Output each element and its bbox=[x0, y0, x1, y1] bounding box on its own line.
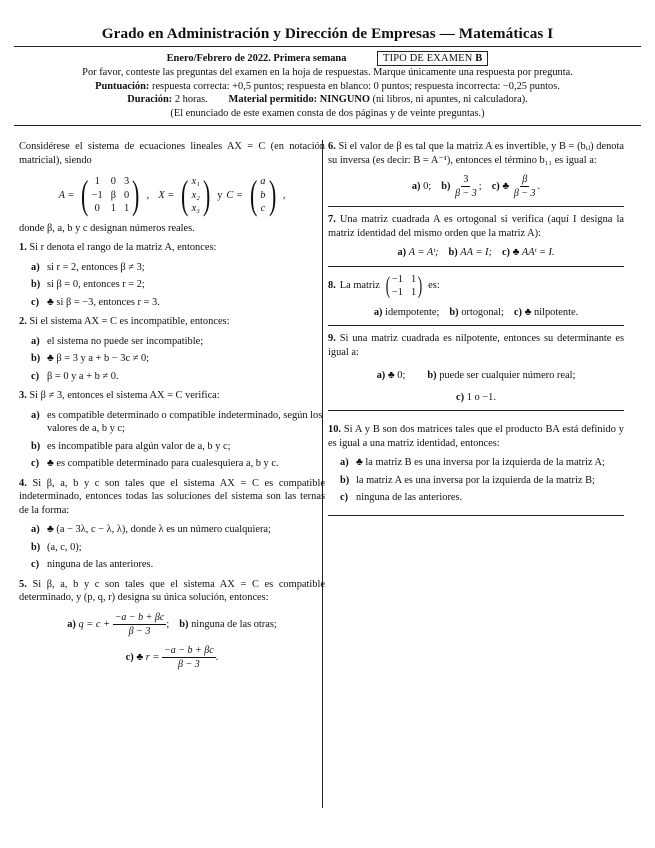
option-b bbox=[441, 173, 481, 200]
option-text: 0; bbox=[423, 180, 432, 192]
fraction bbox=[162, 644, 216, 671]
question-number: 6. bbox=[328, 141, 336, 152]
option-b bbox=[31, 278, 325, 292]
option-label: a) bbox=[31, 409, 40, 421]
option-suffix: . bbox=[537, 180, 541, 192]
exam-type-letter: B bbox=[475, 52, 483, 64]
options-row bbox=[328, 306, 624, 320]
matrix-cell: 1 bbox=[410, 287, 417, 299]
option-suffix: ; bbox=[478, 180, 482, 192]
question-4 bbox=[19, 477, 325, 572]
option-label: c) bbox=[125, 651, 134, 663]
matrix-cell: 0 bbox=[110, 176, 116, 188]
option-b bbox=[31, 352, 325, 366]
option-label: c) bbox=[31, 370, 40, 382]
option-c bbox=[456, 391, 496, 405]
question-number: 1. bbox=[19, 242, 27, 254]
option-c bbox=[31, 558, 325, 572]
fraction bbox=[512, 173, 538, 200]
matrix-cell: −1 bbox=[391, 287, 403, 299]
question-stem: Si el sistema AX = C es incompatible, entonces: bbox=[29, 316, 230, 328]
option-text: ♣ si β = −3, entonces r = 3. bbox=[47, 296, 160, 308]
option-label: a) bbox=[31, 261, 40, 273]
option-b bbox=[340, 474, 624, 488]
option-label: a) bbox=[31, 524, 40, 536]
option-b bbox=[179, 618, 277, 632]
options bbox=[31, 409, 325, 471]
matrix-c-label: C = bbox=[226, 189, 243, 201]
scoring-text: respuesta correcta: +0,5 puntos; respuesta en blanco: 0 puntos; respuesta incorrecta: −0,25 puntos. bbox=[151, 80, 560, 92]
fraction-denominator: β − 3 bbox=[128, 625, 151, 637]
matrix-cell: 1 bbox=[410, 273, 417, 285]
matrix-cell: x₁ bbox=[191, 176, 200, 188]
material-text: (ni libros, ni apuntes, ni calculadora). bbox=[372, 94, 528, 106]
option-text: ♣ la matriz B es una inversa por la izquierda de la matriz A; bbox=[356, 457, 605, 469]
option-label: c) bbox=[491, 180, 500, 192]
question-number: 10. bbox=[328, 424, 341, 436]
question-5 bbox=[19, 578, 325, 671]
option-text: es incompatible para algún valor de a, b y c; bbox=[47, 440, 231, 452]
option-a bbox=[374, 306, 440, 320]
option-text: si β = 0, entonces r = 2; bbox=[47, 279, 145, 291]
options-row bbox=[19, 611, 325, 638]
option-label: c) bbox=[31, 559, 40, 571]
option-text: 1 o −1. bbox=[466, 391, 496, 403]
question-stem: La matriz bbox=[339, 280, 380, 292]
option-label: a) bbox=[340, 457, 349, 469]
options-row bbox=[328, 173, 624, 200]
option-text: ninguna de las anteriores. bbox=[356, 492, 463, 504]
matrix-cell: β bbox=[110, 189, 117, 201]
question-9 bbox=[328, 332, 624, 411]
option-label: c) bbox=[31, 296, 40, 308]
option-label: b) bbox=[31, 279, 41, 291]
matrix-cell: −1 bbox=[91, 189, 103, 201]
question-7 bbox=[328, 213, 624, 267]
matrix-x: ( x₁ x₂ x₃ ) bbox=[181, 172, 211, 218]
matrix-x-label: X = bbox=[158, 189, 175, 201]
exam-type-box bbox=[377, 51, 488, 67]
fraction-numerator: β bbox=[522, 174, 528, 186]
matrix-cell: 1 bbox=[110, 203, 116, 215]
fraction bbox=[453, 173, 479, 200]
matrix-c: ( a b c ) bbox=[249, 172, 276, 218]
right-column bbox=[328, 140, 624, 522]
options bbox=[31, 335, 325, 384]
option-text: ortogonal; bbox=[461, 306, 504, 318]
question-columns bbox=[14, 140, 641, 810]
option-a bbox=[31, 335, 325, 349]
intro-text: Considérese el sistema de ecuaciones lineales AX = C (en notación matricial), siendo bbox=[19, 141, 325, 166]
option-label: c) bbox=[501, 247, 511, 259]
option-c bbox=[31, 457, 325, 471]
option-label: c) bbox=[340, 492, 349, 504]
question-number: 2. bbox=[19, 316, 27, 328]
matrix-cell: −1 bbox=[391, 273, 403, 285]
option-b bbox=[449, 306, 504, 320]
options-row bbox=[328, 369, 624, 383]
option-c bbox=[514, 306, 578, 320]
option-a bbox=[340, 456, 624, 470]
question-stem: Si β, a, b y c son tales que el sistema AX = C es compatible determinado, y (p, q, r) designa su única solución, entonces: bbox=[19, 578, 325, 604]
option-label: b) bbox=[31, 440, 41, 452]
option-label: a) bbox=[373, 306, 383, 318]
option-label: b) bbox=[427, 370, 437, 382]
matrix-a-label: A = bbox=[58, 189, 75, 201]
instructions: Por favor, conteste las preguntas del examen en la hoja de respuestas. Marque únicamente una respuesta por pregunta. bbox=[82, 67, 573, 79]
header-rule bbox=[14, 125, 641, 126]
question-number: 5. bbox=[19, 578, 27, 590]
matrix-cell: x₂ bbox=[191, 189, 200, 201]
option-text: q = c + bbox=[78, 618, 111, 630]
option-label: a) bbox=[31, 335, 40, 347]
option-b bbox=[427, 369, 575, 383]
question-number: 8. bbox=[328, 280, 336, 292]
option-text: (a, c, 0); bbox=[47, 541, 82, 553]
matrix-cell: b bbox=[260, 189, 266, 201]
question-1 bbox=[19, 241, 325, 309]
fraction-numerator: −a − b + βc bbox=[114, 611, 165, 623]
question-number: 3. bbox=[19, 390, 27, 402]
option-a bbox=[397, 246, 438, 260]
fraction bbox=[113, 611, 170, 638]
options-row bbox=[19, 644, 325, 671]
option-text: si r = 2, entonces β ≠ 3; bbox=[47, 261, 145, 273]
matrix-q8-cells bbox=[392, 273, 416, 300]
option-text: ♣ (a − 3λ, c − λ, λ), donde λ es un número cualquiera; bbox=[47, 524, 271, 536]
question-stem-suffix: es: bbox=[428, 280, 440, 292]
matrix-a: ( 1 0 3 −1 β 0 0 1 1 ) bbox=[81, 172, 140, 218]
option-text: AA = I; bbox=[460, 247, 492, 259]
duration-value: 2 horas. bbox=[174, 94, 208, 106]
option-label: a) bbox=[397, 247, 407, 259]
duration-line bbox=[14, 93, 641, 107]
left-column bbox=[19, 140, 325, 671]
option-a bbox=[31, 409, 325, 436]
option-c bbox=[502, 246, 555, 260]
option-label: c) bbox=[513, 306, 522, 318]
matrix-q8: ( −1 1 −1 1 ) bbox=[385, 273, 423, 300]
duration-label: Duración: bbox=[127, 94, 173, 106]
scoring-line bbox=[14, 80, 641, 94]
question-number: 7. bbox=[328, 214, 336, 226]
option-label: c) bbox=[31, 458, 40, 470]
option-text: ninguna de las anteriores. bbox=[47, 559, 154, 571]
option-text: ninguna de las otras; bbox=[191, 618, 277, 630]
option-c bbox=[492, 173, 540, 200]
option-text: ♣ es compatible determinado para cualesquiera a, b y c. bbox=[47, 458, 279, 470]
option-text: ♣ r = bbox=[136, 651, 160, 663]
option-text: idempotente; bbox=[385, 306, 440, 318]
options-row bbox=[328, 391, 624, 405]
option-c bbox=[126, 644, 219, 671]
option-a bbox=[31, 523, 325, 537]
matrix-cell: x₃ bbox=[191, 203, 200, 215]
club-icon: ♣ bbox=[502, 180, 510, 192]
question-stem: Si r denota el rango de la matriz A, entonces: bbox=[29, 242, 217, 254]
option-label: c) bbox=[456, 391, 465, 403]
scoring-label: Puntuación: bbox=[95, 80, 150, 92]
option-text: puede ser cualquier número real; bbox=[439, 370, 576, 382]
session-label: Enero/Febrero de 2022. Primera semana bbox=[166, 52, 347, 64]
option-text: es compatible determinado o compatible indeterminado, según los valores de a, b y c; bbox=[47, 409, 323, 435]
fraction-denominator: β − 3 bbox=[513, 188, 536, 200]
option-a bbox=[412, 180, 431, 194]
option-label: a) bbox=[67, 618, 76, 630]
options bbox=[340, 456, 624, 505]
option-text: ♣ 0; bbox=[387, 370, 406, 382]
option-text: β = 0 y a + b ≠ 0. bbox=[47, 370, 119, 382]
option-label: b) bbox=[31, 353, 41, 365]
option-text: ♣ nilpotente. bbox=[524, 306, 579, 318]
option-label: b) bbox=[31, 541, 41, 553]
option-a bbox=[377, 369, 406, 383]
material-label: Material permitido: NINGUNO bbox=[228, 94, 370, 106]
question-stem: Si A y B son dos matrices tales que el producto BA está definido y es igual a una matriz identidad, entonces: bbox=[328, 424, 624, 449]
option-label: a) bbox=[376, 370, 386, 382]
question-stem: Una matriz cuadrada A es ortogonal si verifica (aquí I designa la matriz identidad del mismo orden que la matriz A): bbox=[328, 214, 624, 239]
option-c bbox=[31, 370, 325, 384]
option-b bbox=[448, 246, 492, 260]
option-label: a) bbox=[411, 180, 421, 192]
option-c bbox=[31, 296, 325, 310]
question-stem: Si β, a, b y c son tales que el sistema AX = C es compatible indeterminado, entonces todas las soluciones del sistema son las ternas de la forma: bbox=[19, 477, 325, 516]
fraction-numerator: 3 bbox=[463, 174, 469, 186]
question-number: 9. bbox=[328, 333, 336, 345]
fraction-denominator: β − 3 bbox=[455, 188, 477, 200]
option-text: A = Aᵗ; bbox=[408, 247, 439, 259]
option-text: la matriz A es una inversa por la izquierda de la matriz B; bbox=[356, 474, 595, 486]
and-word: y bbox=[217, 189, 223, 201]
exam-type-prefix: TIPO DE EXAMEN bbox=[383, 52, 473, 64]
matrix-cell: 0 bbox=[94, 203, 100, 215]
question-8 bbox=[328, 273, 624, 327]
option-a bbox=[67, 611, 169, 638]
fraction-numerator: −a − b + βc bbox=[164, 644, 214, 656]
matrix-a-cells bbox=[92, 175, 130, 216]
matrix-cell: 1 bbox=[124, 203, 130, 215]
question-stem: Si una matriz cuadrada es nilpotente, entonces su determinante es igual a: bbox=[328, 333, 624, 358]
question-10 bbox=[328, 417, 624, 516]
options-row bbox=[328, 246, 624, 260]
options bbox=[31, 523, 325, 572]
option-b bbox=[31, 541, 325, 555]
title-rule bbox=[14, 46, 641, 47]
question-stem: Si β ≠ 3, entonces el sistema AX = C verifica: bbox=[29, 390, 220, 402]
options bbox=[31, 261, 325, 310]
option-text: ♣ β = 3 y a + b − 3c ≠ 0; bbox=[47, 353, 150, 365]
question-stem: Si el valor de β es tal que la matriz A es invertible, y B = (bᵢⱼ) denota su inversa (es decir: B = A⁻¹), entonces el término b₁₁ es igual a: bbox=[328, 141, 624, 166]
question-6 bbox=[328, 140, 624, 207]
matrix-definitions: A = ( 1 0 3 −1 β 0 0 1 1 ) , X = ( x₁ x₂ x₃ ) y C = ( a b c ) , bbox=[58, 172, 286, 218]
option-label: b) bbox=[449, 306, 459, 318]
question-number: 4. bbox=[19, 477, 27, 489]
intro-after: donde β, a, b y c designan números reales. bbox=[19, 222, 195, 234]
matrix-cell: 3 bbox=[124, 176, 130, 188]
option-text: ♣ AAᵗ = I. bbox=[512, 247, 555, 259]
option-b bbox=[31, 440, 325, 454]
option-text: el sistema no puede ser incompatible; bbox=[47, 335, 204, 347]
option-a bbox=[31, 261, 325, 275]
page-title: Grado en Administración y Dirección de Empresas — Matemáticas I bbox=[101, 25, 554, 42]
option-label: b) bbox=[448, 247, 458, 259]
matrix-x-cells bbox=[192, 175, 200, 216]
option-label: b) bbox=[179, 618, 189, 630]
question-2 bbox=[19, 315, 325, 383]
matrix-cell: c bbox=[260, 203, 266, 215]
option-suffix: ; bbox=[166, 618, 170, 630]
option-label: b) bbox=[340, 474, 350, 486]
matrix-cell: 0 bbox=[124, 189, 130, 201]
matrix-c-cells bbox=[260, 175, 265, 216]
session-row bbox=[14, 51, 641, 67]
option-c bbox=[340, 491, 624, 505]
matrix-cell: 1 bbox=[94, 176, 100, 188]
exam-note: (El enunciado de este examen consta de dos páginas y de veinte preguntas.) bbox=[170, 107, 485, 119]
option-label: b) bbox=[441, 180, 451, 192]
question-3 bbox=[19, 389, 325, 471]
fraction-denominator: β − 3 bbox=[178, 658, 200, 670]
matrix-cell: a bbox=[260, 176, 266, 188]
option-suffix: . bbox=[215, 651, 219, 663]
